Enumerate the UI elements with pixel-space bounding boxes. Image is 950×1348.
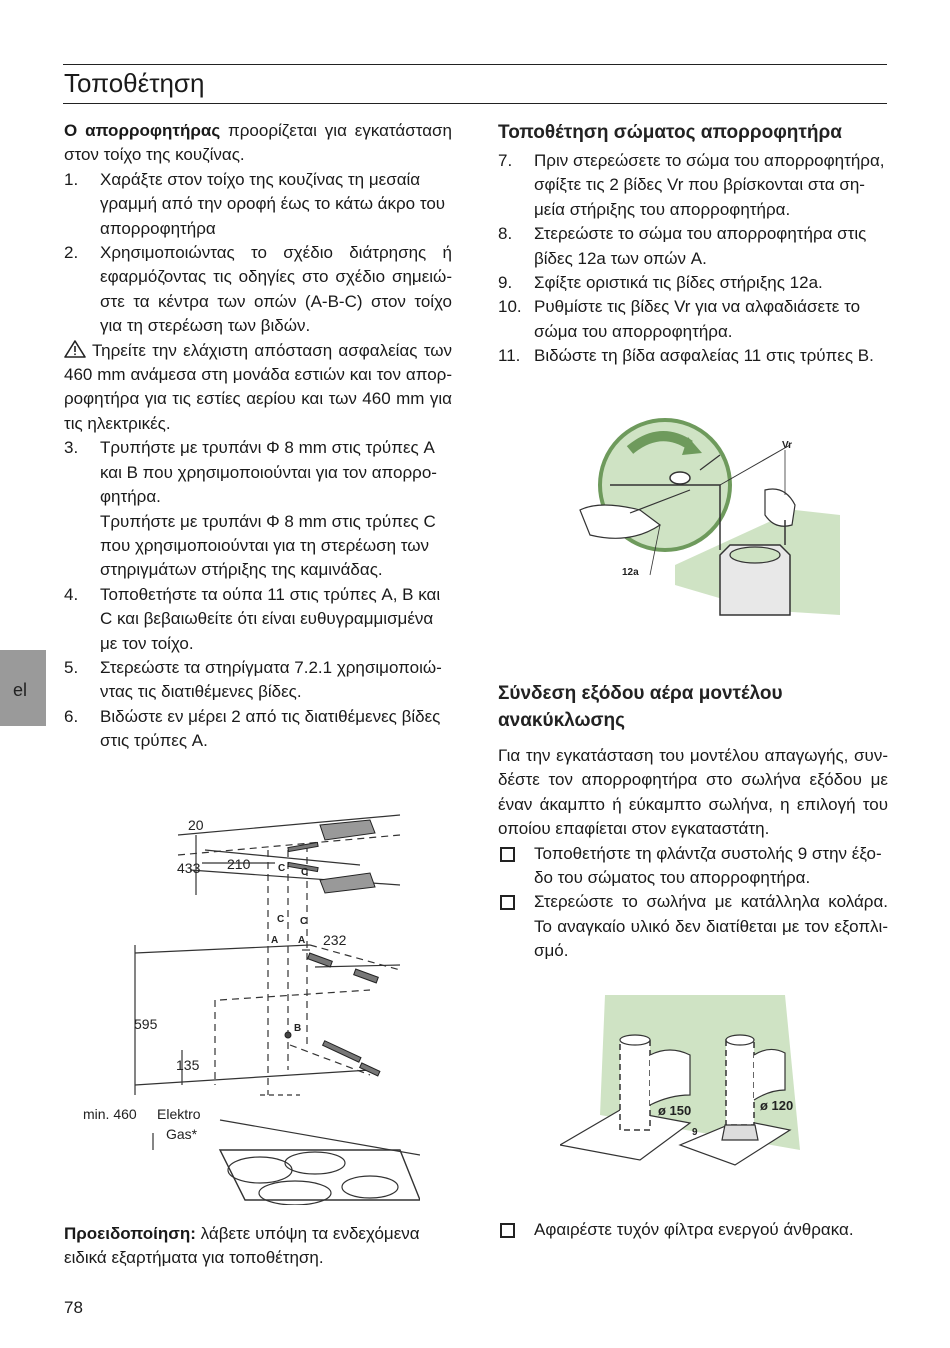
checklist-item: Στερεώστε το σωλήνα με κατάλληλα κολάρα. Το αναγκαίο υλικό δεν διατίθεται με τον εξοπλι-σμό. [498,890,888,963]
list-item: 9. Σφίξτε οριστικά τις βίδες στήριξης 12a. [498,273,823,293]
intro-paragraph [64,119,452,168]
dim-135: 135 [176,1057,200,1073]
label-12a: 12a [622,567,639,578]
right-column-mid [498,680,888,964]
left-column [64,119,452,754]
right-column-top [498,119,888,369]
intro-text: προορίζεται για εγκατάσταση στον τοίχο της κουζίνας. [64,121,452,165]
language-tab: el [0,650,46,726]
page-title: Τοποθέτηση [64,68,205,98]
list-item: 1. Χαράξτε στον τοίχο της κουζίνας τη μεσαία γραμμή από την οροφή έως το κάτω άκρο του απορροφητήρα [64,169,446,238]
list-item: 11. Βιδώστε τη βίδα ασφαλείας 11 στις τρύπες B. [498,346,874,366]
checkbox-icon [500,895,515,910]
title-rule [63,103,887,104]
section-heading-recirculation: Σύνδεση εξόδου αέρα μοντέλου ανακύκλωσης [498,683,783,731]
hood-mounting-figure [570,415,840,625]
checklist-item: Αφαιρέστε τυχόν φίλτρα ενεργού άνθρακα. [498,1218,888,1242]
list-item: 4. Τοποθετήστε τα ούπα 11 στις τρύπες A, B και C και βεβαιωθείτε ότι είναι ευθυγραμμισμένα με τον τοίχο. [64,584,441,653]
intro-bold: Ο απορροφητήρας [64,121,221,140]
right-column-bottom [498,1218,888,1242]
checklist-item: Τοποθετήστε τη φλάντζα συστολής 9 στην έξο-δο του σώματος του απορροφητήρα. [498,842,888,891]
steps-list-right [498,149,888,369]
steps-list-a [64,168,452,339]
hole-c-label: C [278,863,286,874]
hole-b-label: B [294,1023,302,1034]
gas-label: Gas* [166,1126,198,1142]
hole-c-label: C [300,916,308,927]
warning-paragraph [64,339,452,437]
hole-c-label: C [277,914,285,925]
flange-9-label: 9 [692,1127,698,1138]
recirculation-paragraph: Για την εγκατάσταση του μοντέλου απαγωγής, συν-δέστε τον απορροφητήρα στο σωλήνα εξόδου με έναν άκαμπτο ή εύκαμπτο σωλήνα, η επιλογή του οποίου επαφίεται στον εγκαταστάτη. [498,746,888,839]
caution-bold: Προειδοποίηση: [64,1224,196,1243]
caution-text: λάβετε υπόψη τα ενδεχόμενα ειδικά εξαρτήματα για τοποθέτηση. [64,1224,420,1268]
page-number: 78 [64,1298,83,1317]
section-heading-body: Τοποθέτηση σώματος απορροφητήρα [498,122,842,143]
warning-text: Τηρείτε την ελάχιστη απόσταση ασφαλείας των 460 mm ανάμεσα στη μονάδα εστιών και τον απορ-ροφητήρα για τις εστίες αερίου και των 460 mm για τις ηλεκτρικές. [64,340,452,433]
list-item: 2. Χρησιμοποιώντας το σχέδιο διάτρησης ή εφαρμόζοντας τις οδηγίες στο σχέδιο σημειώ-στε τα κέντρα των οπών (A-B-C) στον τοίχο για τη στερέωση των βιδών. [64,243,452,336]
list-item: 10. Ρυθμίστε τις βίδες Vr για να αλφαδιάσετε το σώμα του απορροφητήρα. [498,297,861,341]
steps-list-b [64,436,452,753]
dim-595: 595 [134,1016,158,1032]
duct-connection-figure [560,995,820,1175]
vr-label: Vr [782,440,793,451]
dim-433: 433 [177,860,201,876]
list-item: 6. Βιδώστε εν μέρει 2 από τις διατιθέμενες βίδες στις τρύπες A. [64,706,441,751]
warning-icon [64,340,86,358]
elektro-label: Elektro [157,1106,201,1122]
drilling-diagram [70,795,420,1205]
list-item: 8. Στερεώστε το σώμα του απορροφητήρα στις βίδες 12a των οπών A. [498,224,867,268]
checkbox-icon [500,847,515,862]
caution-paragraph [64,1222,452,1271]
list-item: 5. Στερεώστε τα στηρίγματα 7.2.1 χρησιμοποιώ-ντας τις διατιθέμενες βίδες. [64,657,442,702]
list-item: 3. Τρυπήστε με τρυπάνι Φ 8 mm στις τρύπες A και B που χρησιμοποιούνται για τον απορρο-φητήρα. [64,438,437,507]
min-distance-label: min. 460 [83,1106,137,1122]
hole-a-label: A [298,935,306,946]
diameter-150-label: ø 150 [658,1103,692,1118]
dim-20: 20 [188,817,204,833]
hole-c-label: C [301,867,309,878]
dim-210: 210 [227,856,251,872]
hole-a-label: A [271,935,279,946]
list-item: Τρυπήστε με τρυπάνι Φ 8 mm στις τρύπες C που χρησιμοποιούνται για τη στερέωση των στηριγμάτων στήριξης της καμινάδας. [100,511,436,580]
top-rule [63,64,887,65]
list-item: 7. Πριν στερεώσετε το σώμα του απορροφητήρα, σφίξτε τις 2 βίδες Vr που βρίσκονται στα ση-μεία στήριξης του απορροφητήρα. [498,151,885,219]
checkbox-icon [500,1223,515,1238]
diameter-120-label: ø 120 [760,1098,794,1113]
dim-232: 232 [323,932,347,948]
